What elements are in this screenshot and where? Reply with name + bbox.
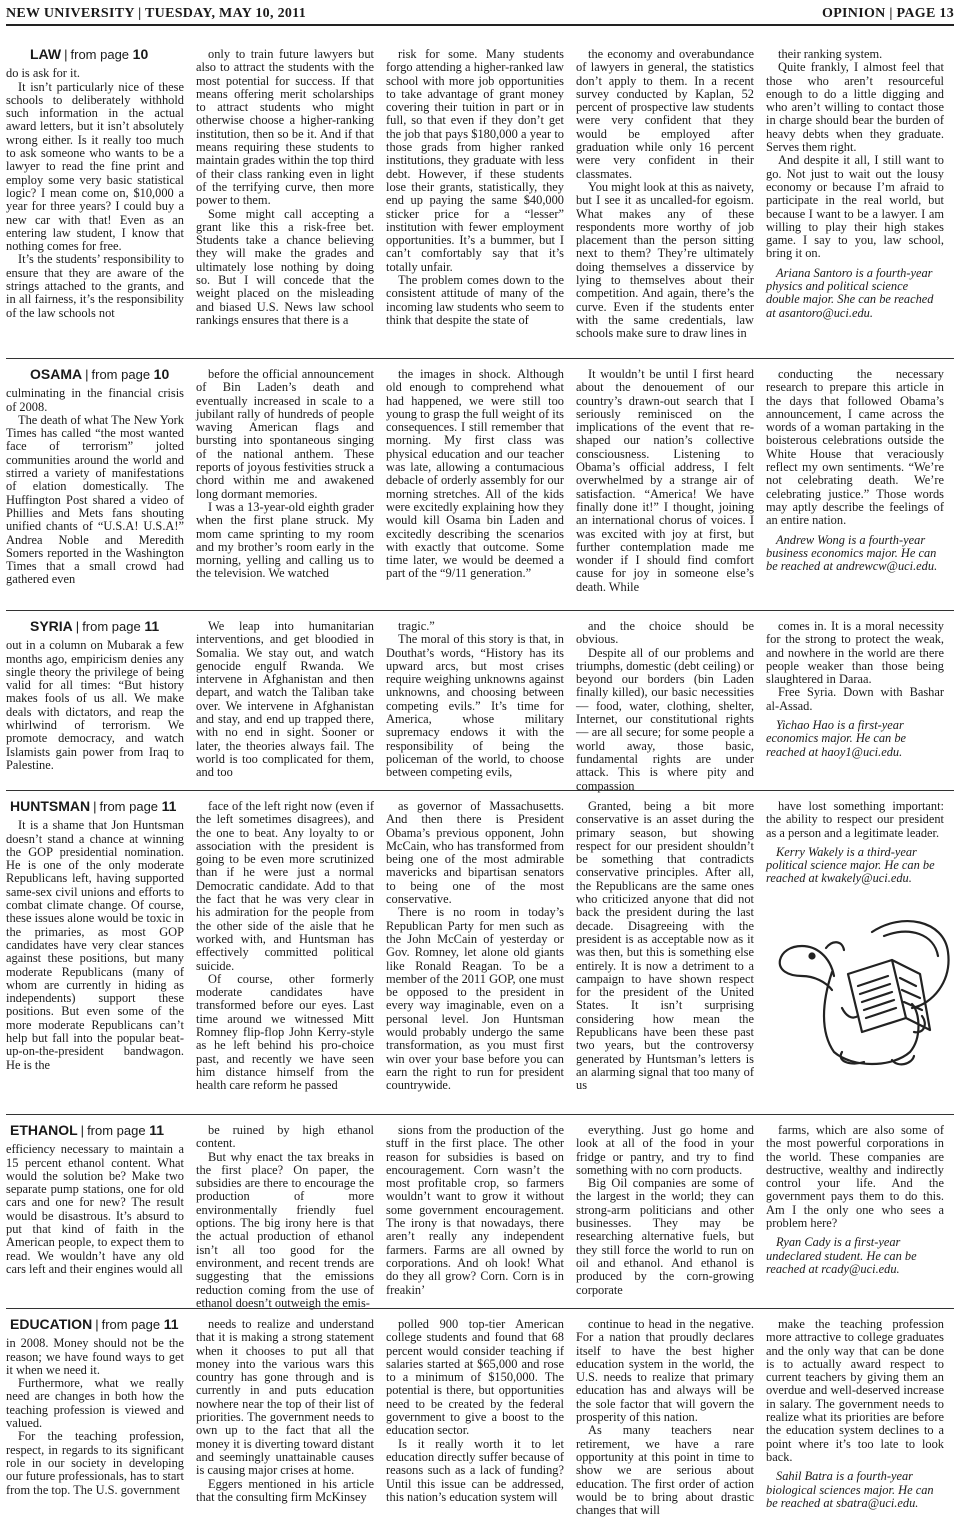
paragraph: As many teachers near retirement, we have a rare opportunity at this point in time to show we are serious about education. The first order of action would be to bring about drastic changes that will xyxy=(576,1423,754,1518)
jump-separator: | xyxy=(95,1317,99,1332)
article-column xyxy=(766,1124,944,1302)
article-column xyxy=(6,48,184,352)
article-column xyxy=(6,1318,184,1530)
article-column xyxy=(386,368,564,606)
article-column xyxy=(766,368,944,606)
paragraph: the economy and overabundance of lawyers in general, the statistics don’t apply to them. In a recent survey conducted by Kaplan, 52 percent of prospective law students were very confident that they would be employed after graduation while only 16 percent were very confident in their classmates. xyxy=(576,47,754,181)
article-column xyxy=(386,1124,564,1302)
paragraph: the images in shock. Although old enough to comprehend what had happened, we were still too young to grasp the full weight of its consequences. I still remember that morning. My first class was physical education and our teacher was late, allowing a contumacious debacle of orderly assembly for our morning stretches. All of the kids were excitedly explaining how they would kill Osama bin Laden and excitedly describing the scenarios with exactly that outcome. Some time later, we would be deemed a part of the “9/11 generation.” xyxy=(386,367,564,581)
paragraph: out in a column on Mubarak a few months ago, empiricism denies any single theory the privilege of being valid for all times: “But history makes fools of us all. We make deals with dictators, and reap the whirlwind of terrorism. We promote democracy, and watch Islamists gain power from Iraq to Palestine. xyxy=(6,638,184,772)
author-byline: Sahil Batra is a fourth-year biological sciences major. He can be reached at sbatra@uci.edu. xyxy=(766,1469,934,1510)
paragraph: continue to head in the negative. For a nation that proudly declares itself to have the best higher education system in the world, the U.S. needs to realize that primary education has and always will be the sole factor that will govern the prosperity of this nation. xyxy=(576,1317,754,1425)
section-divider xyxy=(6,790,954,791)
header-section-page: OPINION | PAGE 13 xyxy=(822,6,954,21)
author-byline: Ariana Santoro is a fourth-year physics and political science double major. She can be reached at asantoro@uci.edu. xyxy=(766,265,934,320)
paragraph: But why enact the tax breaks in the first place? On paper, the subsidies are there to encourage the production of more environmentally friendly fuel options. The big irony here is that the actual production of ethanol isn’t all too good for the environment, and recent trends are suggesting that the emissions reduction coming from the use of ethanol doesn’t outweigh the emis- xyxy=(196,1149,374,1310)
paragraph: in 2008. Money should not be the reason; we have found ways to get it when we need it. xyxy=(6,1336,184,1377)
article-continuation-osama xyxy=(6,368,954,606)
paragraph: The death of what The New York Times has called “the most wanted face of terrorism” jolted communities around the world and stirred a variety of manifestations of elation domestically. The Huffington Post shared a video of Phillies and Mets fans shouting unified chants of “U.S.A! U.S.A!” Andrea Noble and Meredith Somers reported in the Washington Times that a small crowd had gathered even xyxy=(6,412,184,587)
paragraph: For the teaching profession, respect, in regards to its significant role in our society in developing our future professionals, has to start from the top. The U.S. government xyxy=(6,1429,184,1497)
jump-keyword: LAW xyxy=(30,46,62,62)
jump-line xyxy=(6,800,184,813)
jump-from-label: from page xyxy=(99,799,162,814)
article-continuation-ethanol xyxy=(6,1122,954,1310)
jump-separator: | xyxy=(93,799,97,814)
paragraph: and the choice should be obvious. xyxy=(576,619,754,647)
author-byline: Ryan Cady is a first-year undeclared student. He can be reached at rcady@uci.edu. xyxy=(766,1235,917,1276)
author-byline: Kerry Wakely is a third-year political science major. He can be reached at kwakely@uci.edu. xyxy=(766,844,935,886)
paragraph: It is a shame that Jon Huntsman doesn’t stand a chance at winning the GOP presidential nomination. He is one of the only moderate Republicans left, having supported same-sex civil unions and efforts to combat climate change. Of course, these issues alone would be toxic in the primaries, as most GOP candidates have very clear stances against these positions, but many moderate Republicans (many of whom are currently in hiding as independents) support these positions. But even some of the more moderate Republicans can’t help but fall into the popular beat-up-on-the-president bandwagon. He is the xyxy=(6,818,184,1072)
article-column xyxy=(576,48,754,352)
article-column xyxy=(196,620,374,788)
article-column xyxy=(576,1318,754,1530)
paragraph: polled 900 top-tier American college students and found that 68 percent would consider teaching if salaries started at $65,000 and rose to a minimum of $150,000. The potential is there, but opportunities need to be created by the federal government to give a boost to the education sector. xyxy=(386,1317,564,1438)
page-header xyxy=(6,4,954,26)
paragraph: The moral of this story is that, in Douthat’s words, “History has its upward arcs, but most crises require weighing unknowns against unknowns, and choosing between competing evils.” It’s time for America, whose military supremacy endows it with the responsibility of being the policeman of the world, to choose between competing evils, xyxy=(386,632,564,780)
article-column xyxy=(196,1318,374,1530)
jump-from-label: from page xyxy=(87,1123,150,1138)
article-column xyxy=(766,48,944,352)
section-divider xyxy=(6,610,954,611)
jump-page-number: 11 xyxy=(149,1122,165,1138)
paragraph: It wouldn’t be until I first heard about the denouement of our country’s drawn-out search that I seriously reminisced on the implications of the event that re-shaped our nation’s collective consciousness. Listening to Obama’s official address, I felt overwhelmed by a strange air of satisfaction. “America! We have finally done it!” I thought, joining an international chorus of voices. I was excited with joy at first, but further contemplation made me wonder if I should find comfort cause for joy in someone else’s death. While xyxy=(576,367,754,594)
article-column xyxy=(6,1124,184,1302)
jump-from-label: from page xyxy=(70,47,133,62)
paragraph: We leap into humanitarian interventions, and get bloodied in Somalia. We stay out, and watch genocide engulf Rwanda. We intervene in Afghanistan and then depart, and watch the Taliban take over. We intervene in Afghanistan and stay, and end up trapped there, with no end in sight. Sooner or later, the theories always fail. The world is too complicated for them, and too xyxy=(196,619,374,780)
jump-keyword: EDUCATION xyxy=(10,1316,93,1332)
paragraph: tragic.” xyxy=(398,619,435,633)
jump-separator: | xyxy=(85,367,89,382)
paragraph: conducting the necessary research to prepare this article in the days that followed Obama’s announcement, I came across the words of a woman partaking in the boisterous celebrations outside the White House that veraciously reflect my own sentiments. “We’re not celebrating death. We’re celebrating justice.” Those words may aptly describe the feelings of an entire nation. xyxy=(766,367,944,528)
jump-page-number: 11 xyxy=(144,618,160,634)
paragraph: their ranking system. xyxy=(778,47,883,61)
paragraph: There is no room in today’s Republican Party for men such as the John McCain of yesterday or Gov. Romney, let alone old giants like Ronald Reagan. To be a member of the 2011 GOP, one must be opposed to the president in every way imaginable, even on a personal level. Jon Huntsman would probably undergo the same transformation, as you must first win over your base before you can earn the right to run for president countrywide. xyxy=(386,905,564,1093)
paragraph: before the official announcement of Bin Laden’s death and eventually increased in scale to a jubilant rally of hundreds of people waving American flags and bursting into spontaneous singing of the national anthem. These reports of joyous festivities struck a chord within me and awakened long dormant memories. xyxy=(196,367,374,501)
paragraph: Is it really worth it to let education directly suffer because of reasons such as a lack of funding? Until this issue can be addressed, this nation’s education system will xyxy=(386,1436,564,1504)
paragraph: make the teaching profession more attractive to college graduates and the only way that can be done is to actually award respect to current teachers by giving them an overdue and well-deserved increase in salary. The government needs to realize what its priorities are before the education system declines to a point where it’s too late to look back. xyxy=(766,1317,944,1464)
article-column xyxy=(196,1123,374,1310)
article-continuation-education xyxy=(6,1318,954,1530)
article-column xyxy=(576,1124,754,1302)
article-column xyxy=(766,620,944,788)
jump-line xyxy=(6,368,184,381)
article-column xyxy=(386,1318,564,1530)
jump-page-number: 10 xyxy=(153,366,170,382)
jump-line xyxy=(6,620,184,633)
paragraph: Furthermore, what we really need are changes in both how the teaching profession is viewed and valued. xyxy=(6,1376,184,1431)
paragraph: farms, which are also some of the most powerful corporations in the world. These companies are destructive, wealthy and indirectly control your life. And the government pays them to do this. Am I the only one who sees a problem here? xyxy=(766,1123,944,1231)
paragraph: needs to realize and understand that it is making a strong statement when it chooses to put all that money into the various wars this country has gone through and is currently in and puts education nowhere near the top of their list of priorities. The government needs to own up to the fact that all the money it is diverting toward distant and seemingly unattainable causes is causing major crises at home. xyxy=(196,1317,374,1478)
jump-line xyxy=(6,1318,184,1331)
paragraph: Some might call accepting a grant like this a risk-free bet. Students take a chance believing they will make the grades and ultimately lose nothing by doing so. But I will concede that the weight placed on the misleading and biased U.S. News law school rankings ensures that there is a xyxy=(196,206,374,327)
article-column xyxy=(6,620,184,788)
section-divider xyxy=(6,1308,954,1309)
paragraph: Quite frankly, I almost feel that those who aren’t resourceful enough to do a little digging and who aren’t willing to contact those in charge should bear the burden of heavy debts when they graduate. Serves them right. xyxy=(766,60,944,155)
jump-separator: | xyxy=(80,1123,85,1138)
paragraph: The problem comes down to the consistent attitude of many of the incoming law students who seem to think that despite the state of xyxy=(386,273,564,327)
paragraph: comes in. It is a moral necessity for the strong to protect the weak, and nowhere in the world are there people weaker than those being slaughtered in Daraa. xyxy=(766,619,944,687)
paragraph: only to train future lawyers but also to attract the students with the most potential for success. If that means offering merit scholarships to attract students who might otherwise choose a higher-ranking institution, then so be it. And if that means requiring these students to maintain grades within the top third of their class ranking even in light of the terrifying curve, then more power to them. xyxy=(196,47,374,208)
paragraph: You might look at this as naivety, but I see it as uncalled-for egoism. What makes any of these respondents more worthy of job placement than the person sitting next to them? They’re ultimately doing themselves a disservice by lying to themselves about their competition. And again, there’s the curve. Even if the students enter with the same credentials, law schools make sure to draw lines in xyxy=(576,179,754,341)
article-column xyxy=(196,368,374,606)
jump-page-number: 11 xyxy=(163,1316,179,1332)
jump-from-label: from page xyxy=(82,619,145,634)
section-divider xyxy=(6,1114,954,1115)
paragraph: culminating in the financial crisis of 2008. xyxy=(6,386,184,414)
article-column xyxy=(196,800,374,1104)
article-column xyxy=(766,1318,944,1530)
jump-from-label: from page xyxy=(91,367,154,382)
paragraph: face of the left right now (even if the left sometimes disagrees), and the one to beat. Any loyalty to or association with the president is going to be even more scrutinized than if he were just a normal Democratic candidate. Add to that the fact that he was very clear in his admiration for the people from the other side of the aisle that he worked with, and Huntsman has effectively committed political suicide. xyxy=(196,799,374,973)
jump-keyword: OSAMA xyxy=(30,366,83,382)
article-column xyxy=(6,368,184,606)
jump-page-number: 10 xyxy=(132,46,149,62)
jump-keyword: SYRIA xyxy=(30,618,73,634)
article-column xyxy=(386,48,564,352)
paragraph: Big Oil companies are some of the largest in the world; they can strong-arm politicians and other businesses. They may be researching alternative fuels, but they still force the world to run on oil and ethanol. And ethanol is produced by the corn-growing corporate xyxy=(576,1176,754,1297)
paragraph: be ruined by high ethanol content. xyxy=(196,1123,374,1151)
article-continuation-syria xyxy=(6,618,954,793)
paragraph: efficiency necessary to maintain a 15 percent ethanol content. What would the solution be? Make two separate pump stations, one for old cars and one for new? The result would be disastrous. It’s absurd to put that kind of faith in the American people, to expect them to read. We wouldn’t have any old cars left and their engines would all xyxy=(6,1142,184,1276)
jump-line xyxy=(6,1124,184,1137)
article-column xyxy=(576,619,754,793)
paragraph: risk for some. Many students forgo attending a higher-ranked law school with more job opportunities to take advantage of grant money covering their tuition in part or in full, so that even if they don’t get the job that pays $180,000 a year to those grads from higher ranked institutions, they graduate with less debt. However, if these students lose their grants, statistically, they end up paying the same $40,000 sticker price for a “lesser” institution with fewer employment opportunities. It’s a bummer, but I can’t comfortably say that it’s totally unfair. xyxy=(386,47,564,274)
jump-page-number: 11 xyxy=(161,798,177,814)
article-continuation-law xyxy=(6,48,954,352)
header-publication-date: NEW UNIVERSITY | TUESDAY, MAY 10, 2011 xyxy=(6,6,307,21)
section-divider xyxy=(6,358,954,359)
jump-keyword: ETHANOL xyxy=(10,1122,78,1138)
paragraph: everything. Just go home and look at all of the food in your fridge or pantry, and try to find something with no corn products. xyxy=(576,1123,754,1177)
paragraph: And despite it all, I still want to go. Not just to wait out the lousy economy or because I’m afraid to participate in the real world, but because I want to be a lawyer. I am willing to play their high stakes game. I say to you, law school, bring it on. xyxy=(766,153,944,261)
jump-line xyxy=(6,48,184,61)
paragraph: have lost something important: the ability to respect our president as a person and a legitimate leader. xyxy=(766,799,944,840)
paragraph: as governor of Massachusetts. And then there is President Obama’s previous opponent, John McCain, who has transformed from being one of the most admirable mavericks and bipartisan senators to being one of the most conservative. xyxy=(386,799,564,907)
article-column xyxy=(6,800,184,1104)
paragraph: Granted, being a bit more conservative is an asset during the primary season, but showing respect for our president shouldn’t be something that contradicts conservative principles. After all, the Republicans are the same ones who criticized anyone that did not back the president during the last decade. Disagreeing with the president is as acceptable now as it was then, but this is something else entirely. It is now a detriment to a campaign to have shown respect for the president of the United States. It isn’t surprising considering how mean the Republicans have been these past two years, but the controversy generated by Huntsman’s letters is an alarming signal that too many of us xyxy=(576,799,754,1093)
jump-from-label: from page xyxy=(101,1317,164,1332)
paragraph: sions from the production of the stuff in the first place. The other reason for subsidies is based on encouragement. Corn wasn’t the most profitable crop, so farmers wouldn’t want to grow it without some government encouragement. The irony is that nowadays, there aren’t really any independent farmers. Farms are all owned by corporations. And oh look! What do they all grow? Corn. Corn is in freakin’ xyxy=(386,1123,564,1297)
paragraph: do is ask for it. xyxy=(6,66,80,81)
article-column xyxy=(196,48,374,352)
paragraph: Free Syria. Down with Bashar al-Assad. xyxy=(766,685,944,713)
anteater-reading-newspaper-illustration xyxy=(772,912,954,1070)
article-column xyxy=(386,620,564,788)
jump-separator: | xyxy=(64,47,68,62)
paragraph: Despite all of our problems and triumphs, domestic (debt ceiling) or beyond our borders (bin Laden finally killed), our basic necessities — food, water, clothing, shelter, Internet, our constitutional rights — are all secure; for some people a world away, those basic, fundamental rights are under attack. This is where pity and compassion xyxy=(576,645,754,793)
article-column xyxy=(386,800,564,1104)
jump-keyword: HUNTSMAN xyxy=(10,798,91,814)
author-byline: Yichao Hao is a first-year economics major. He can be reached at haoy1@uci.edu. xyxy=(766,718,907,759)
paragraph: Of course, other formerly moderate candidates have transformed before our eyes. Last time around we witnessed Mitt Romney flip-flop John Kerry-style as he left behind his pro-choice past, and recently we have seen him distance himself from the health care reform he passed xyxy=(196,971,374,1093)
author-byline: Andrew Wong is a fourth-year business economics major. He can be reached at andrewcw@uci.edu. xyxy=(766,532,938,574)
paragraph: It isn’t particularly nice of these schools to deliberately withhold such information in the actual award letters, but it isn’t absolutely wrong either. Is it really too much to ask someone who wants to be a lawyer to read the fine print and employ some very basic statistical logic? I mean come on, $10,000 a year for three years? I could buy a new car with that! Even as an entering law student, I know that nothing comes for free. xyxy=(6,79,184,254)
jump-separator: | xyxy=(75,619,80,634)
paragraph: Eggers mentioned in his article that the consulting firm McKinsey xyxy=(196,1476,374,1504)
paragraph: It’s the students’ responsibility to ensure that they are aware of the strings attached to the grants, and in all fairness, it’s the responsibility of the law schools not xyxy=(6,252,184,320)
article-column xyxy=(576,368,754,606)
article-column xyxy=(576,800,754,1104)
paragraph: I was a 13-year-old eighth grader when the first plane struck. My mom came sprinting to my room and my brother’s room early in the morning, yelling and calling us to the television. We watched xyxy=(196,499,374,581)
